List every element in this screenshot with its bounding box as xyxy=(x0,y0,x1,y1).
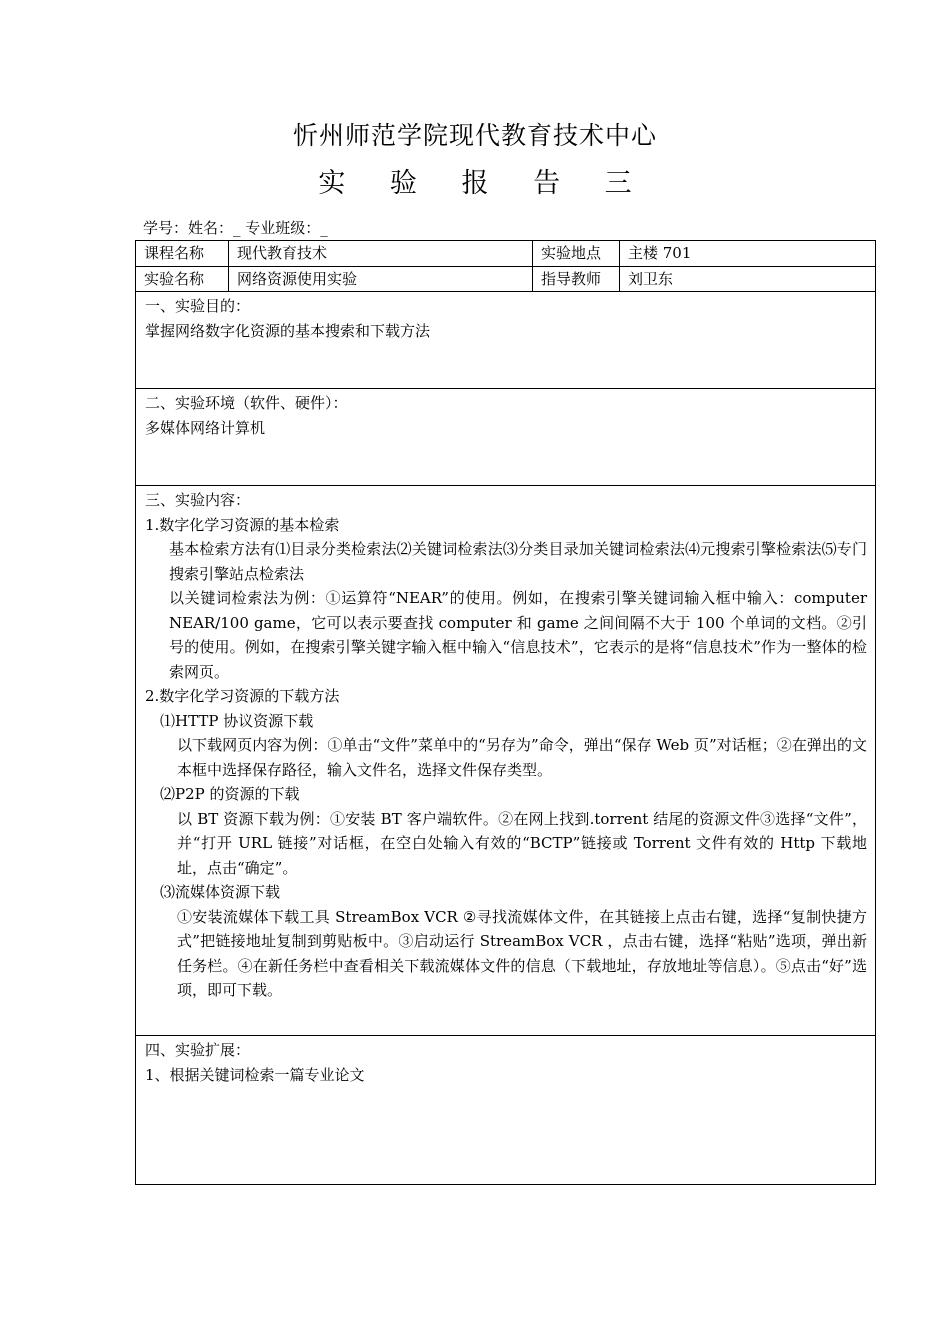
streaming-download-body: ①安装流媒体下载工具 StreamBox VCR ②寻找流媒体文件，在其链接上点击右键，选择“复制快捷方式”把链接地址复制到剪贴板中。③启动运行 StreamBox VCR ，点击右键，选择“粘贴”选项，弹出新任务栏。④在新任务栏中查看相关下载流媒体文件的信息（下载地址，存放地址等信息）。⑤点击“好”选项，即可下载。 xyxy=(177,907,867,999)
extension-section xyxy=(136,1036,875,1184)
purpose-body: 掌握网络数字化资源的基本搜索和下载方法 xyxy=(145,321,431,340)
search-methods-paragraph: 基本检索方法有⑴目录分类检索法⑵关键词检索法⑶分类目录加关键词检索法⑷元搜索引擎检索法⑸专门搜索引擎站点检索法 xyxy=(169,540,867,583)
content-heading: 三、实验内容： xyxy=(145,491,251,509)
experiment-value: 网络资源使用实验 xyxy=(228,267,532,291)
environment-body: 多媒体网络计算机 xyxy=(145,418,266,437)
streaming-download-title: ⑶流媒体资源下载 xyxy=(160,883,281,901)
teacher-label: 指导教师 xyxy=(532,267,619,291)
http-download-title: ⑴HTTP 协议资源下载 xyxy=(160,711,314,730)
extension-heading: 四、实验扩展： xyxy=(145,1041,251,1059)
environment-heading: 二、实验环境（软件、硬件）： xyxy=(145,394,348,412)
location-value: 主楼 701 xyxy=(619,241,875,266)
content-section xyxy=(136,486,875,1036)
institution-title: 忻州师范学院现代教育技术中心 xyxy=(292,121,657,150)
course-row xyxy=(136,241,875,267)
student-id-line: 学号：姓名：_ 专业班级：_ xyxy=(143,219,328,237)
course-value: 现代教育技术 xyxy=(228,241,667,266)
extension-body: 1、根据关键词检索一篇专业论文 xyxy=(145,1065,365,1084)
basic-search-title: 1.数字化学习资源的基本检索 xyxy=(145,515,340,534)
http-download-body: 以下载网页内容为例：①单击“文件”菜单中的“另存为”命令，弹出“保存 Web 页”对话框；②在弹出的文本框中选择保存路径，输入文件名，选择文件保存类型。 xyxy=(177,736,867,779)
experiment-row xyxy=(136,267,875,292)
location-label: 实验地点 xyxy=(532,241,619,266)
teacher-value: 刘卫东 xyxy=(619,267,875,291)
experiment-label: 实验名称 xyxy=(144,270,205,288)
keyword-search-paragraph: 以关键词检索法为例：①运算符“NEAR”的使用。例如，在搜索引擎关键词输入框中输入：computer NEAR/100 game，它可以表示要查找 computer 和 game 之间间隔不大于 100 个单词的文档。②引号的使用。例如，在搜索引擎关键字输入框中输入“信息技术”，它表示的是将“信息技术”作为一整体的检索网页。 xyxy=(169,589,867,681)
p2p-download-body: 以 BT 资源下载为例：①安装 BT 客户端软件。②在网上找到.torrent 结尾的资源文件③选择“文件”，并“打开 URL 链接”对话框，在空白处输入有效的“BCTP”链接或 Torrent 文件有效的 Http 下载地址，点击“确定”。 xyxy=(177,809,867,877)
course-label: 课程名称 xyxy=(144,244,205,262)
purpose-section xyxy=(136,292,875,389)
report-form xyxy=(135,240,876,1185)
download-methods-title: 2.数字化学习资源的下载方法 xyxy=(145,687,340,705)
purpose-heading: 一、实验目的： xyxy=(145,297,251,315)
environment-section xyxy=(136,389,875,486)
report-title: 实 验 报 告 三 xyxy=(318,168,650,199)
p2p-download-title: ⑵P2P 的资源的下载 xyxy=(160,785,300,803)
